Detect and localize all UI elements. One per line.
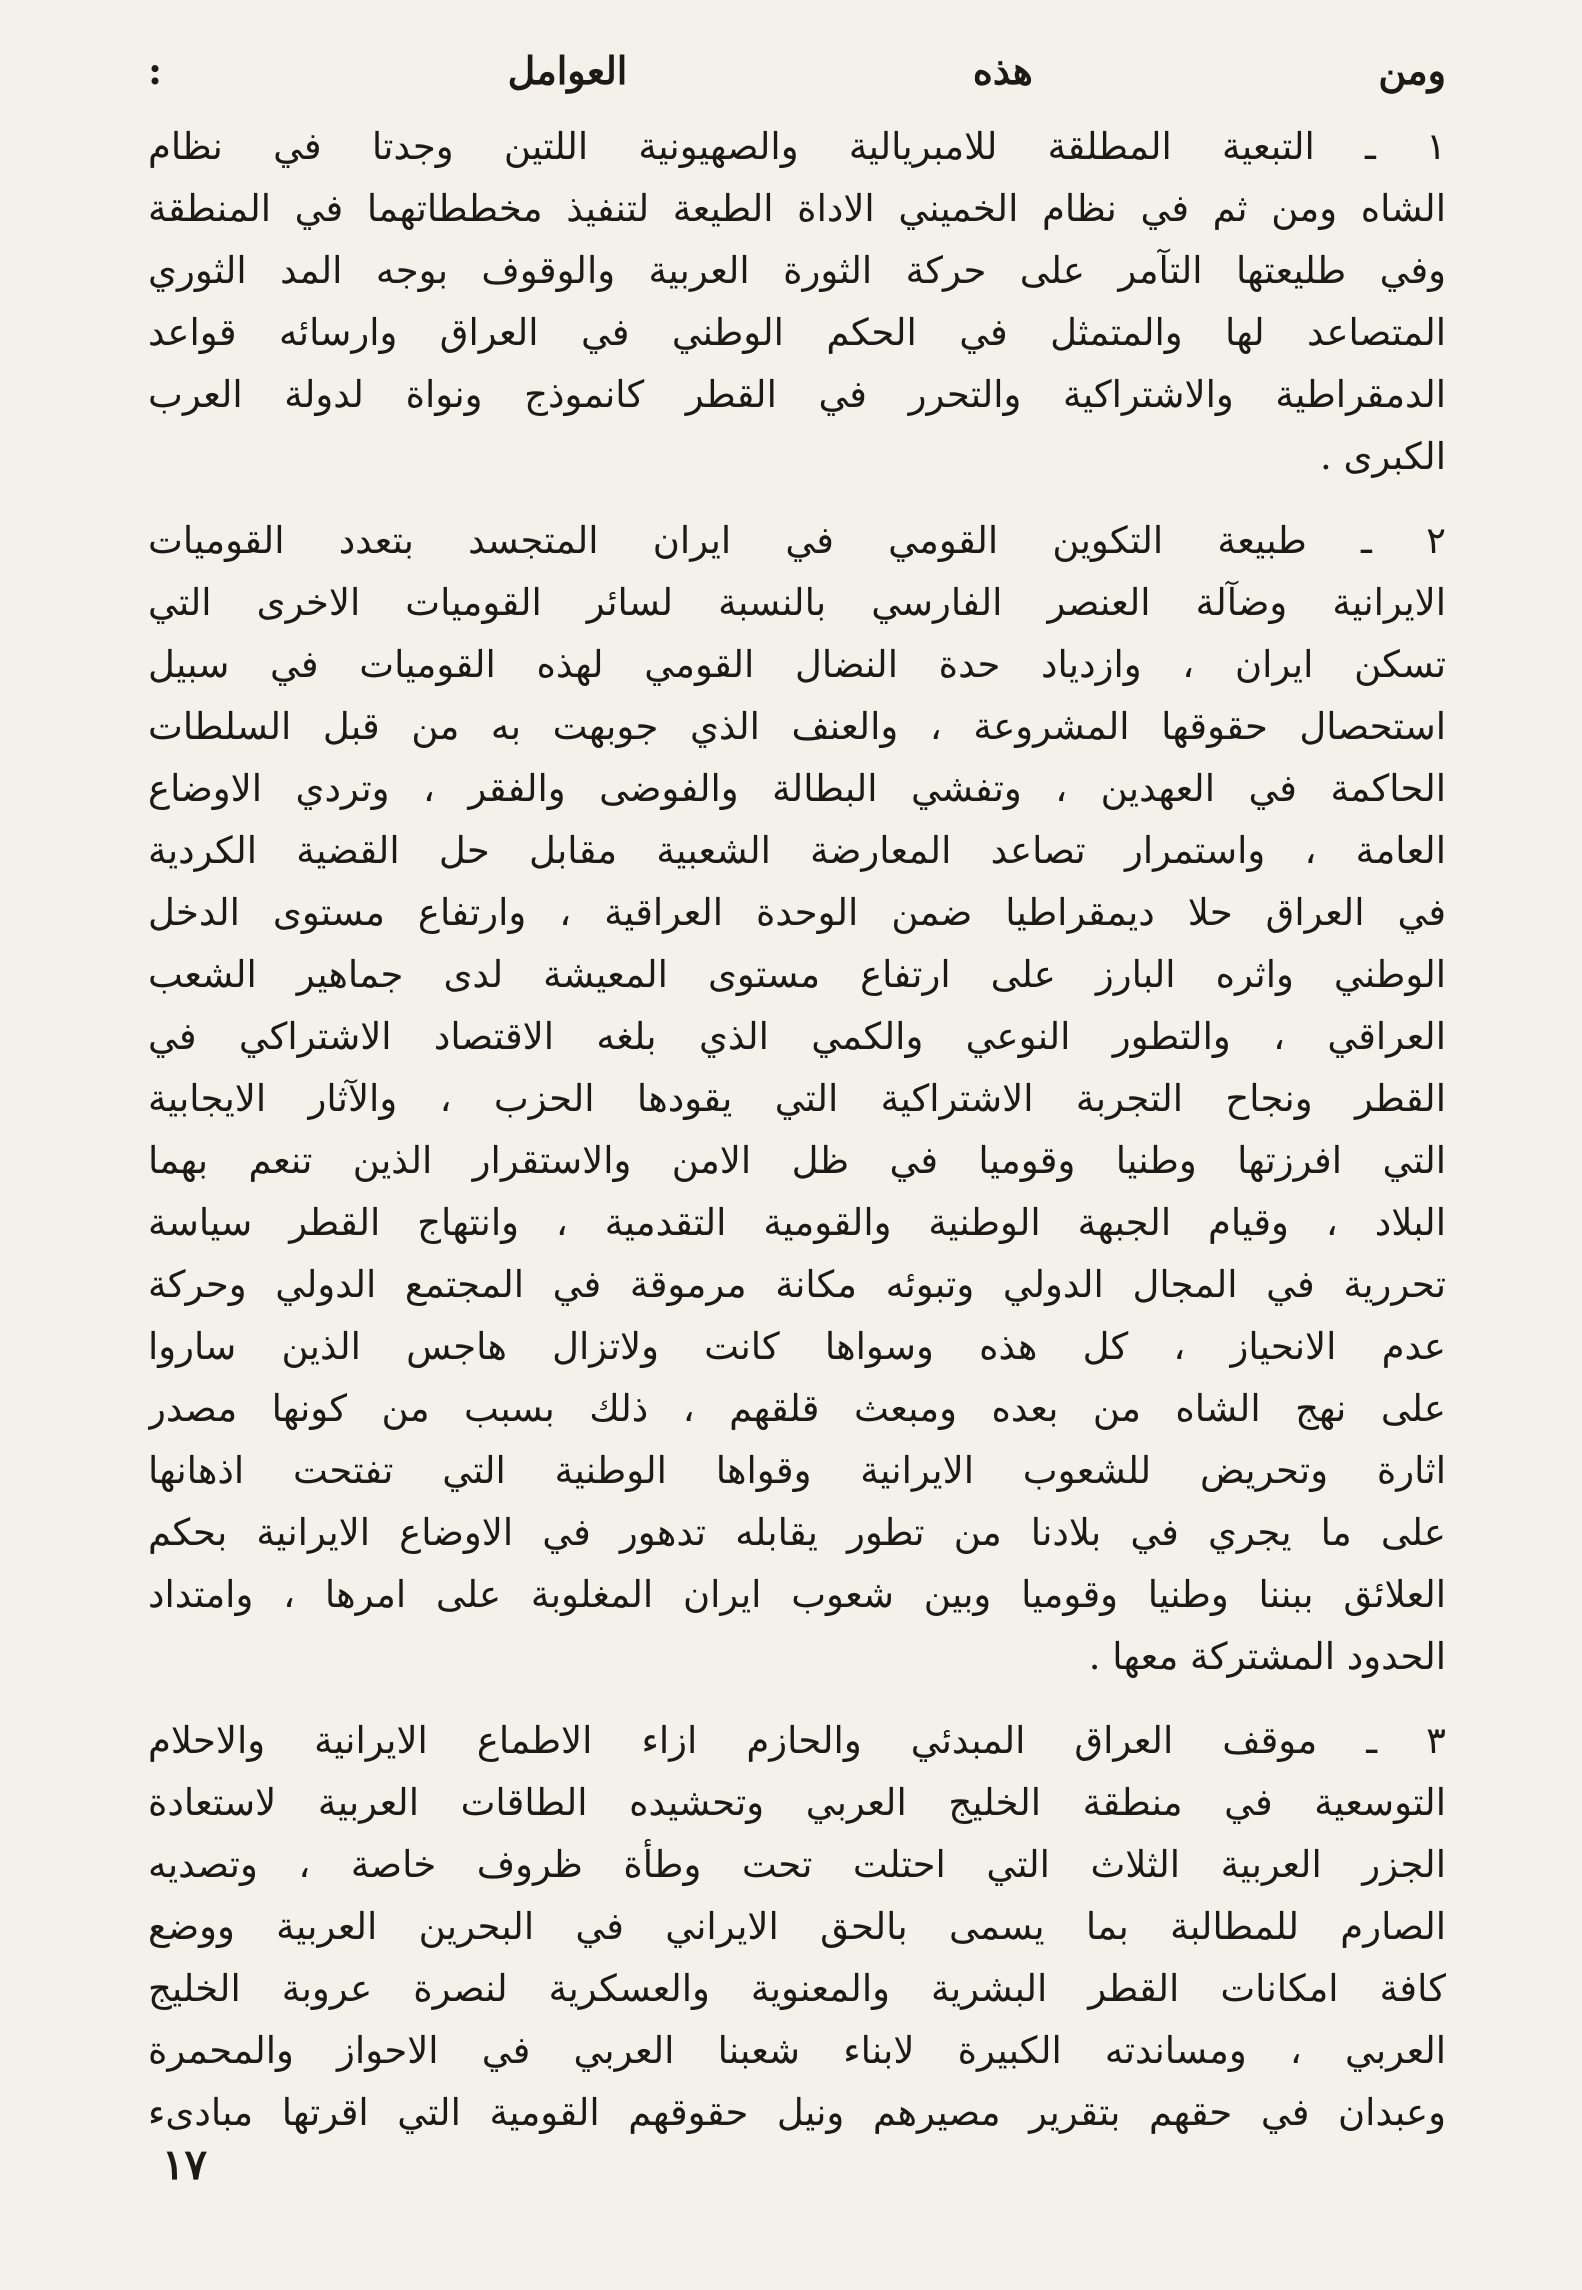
text-line: اثارة وتحريض للشعوب الايرانية وقواها الوطنية التي تفتحت اذهانها [148, 1449, 1446, 1492]
paragraph-2 [148, 510, 1446, 1688]
text-line: العلائق ببننا وطنيا وقوميا وبين شعوب ايران المغلوبة على امرها ، وامتداد [148, 1573, 1446, 1616]
text-line: البلاد ، وقيام الجبهة الوطنية والقومية التقدمية ، وانتهاج القطر سياسة [148, 1201, 1446, 1244]
text-line: كافة امكانات القطر البشرية والمعنوية والعسكرية لنصرة عروبة الخليج [148, 1967, 1446, 2010]
text-line: العربي ، ومساندته الكبيرة لابناء شعبنا العربي في الاحواز والمحمرة [148, 2029, 1446, 2072]
text-line: عدم الانحياز ، كل هذه وسواها كانت ولاتزال هاجس الذين ساروا [148, 1325, 1446, 1368]
page-number: ١٧ [162, 2140, 208, 2189]
paragraph-1 [148, 116, 1446, 488]
text-line: ١ ـ التبعية المطلقة للامبريالية والصهيونية اللتين وجدتا في نظام [148, 125, 1446, 168]
text-line: على نهج الشاه من بعده ومبعث قلقهم ، ذلك بسبب من كونها مصدر [148, 1387, 1446, 1430]
text-line: وعبدان في حقهم بتقرير مصيرهم ونيل حقوقهم القومية التي اقرتها مبادىء [148, 2091, 1446, 2134]
text-line: على ما يجري في بلادنا من تطور يقابله تدهور في الاوضاع الايرانية بحكم [148, 1511, 1446, 1554]
text-line: الوطني واثره البارز على ارتفاع مستوى المعيشة لدى جماهير الشعب [148, 953, 1446, 996]
text-line: التوسعية في منطقة الخليج العربي وتحشيده الطاقات العربية لاستعادة [148, 1781, 1446, 1824]
text-line: الدمقراطية والاشتراكية والتحرر في القطر كانموذج ونواة لدولة العرب [148, 373, 1446, 416]
text-line: العراقي ، والتطور النوعي والكمي الذي بلغه الاقتصاد الاشتراكي في [148, 1015, 1446, 1058]
text-line: الجزر العربية الثلاث التي احتلت تحت وطأة ظروف خاصة ، وتصديه [148, 1843, 1446, 1886]
text-line: التي افرزتها وطنيا وقوميا في ظل الامن والاستقرار الذين تنعم بهما [148, 1139, 1446, 1182]
text-line: تحررية في المجال الدولي وتبوئه مكانة مرموقة في المجتمع الدولي وحركة [148, 1263, 1446, 1306]
text-line: القطر ونجاح التجربة الاشتراكية التي يقودها الحزب ، والآثار الايجابية [148, 1077, 1446, 1120]
text-line: ٢ ـ طبيعة التكوين القومي في ايران المتجسد بتعدد القوميات [148, 519, 1446, 562]
page-body [148, 40, 1446, 2144]
text-line: الحاكمة في العهدين ، وتفشي البطالة والفوضى والفقر ، وتردي الاوضاع [148, 767, 1446, 810]
text-line: في العراق حلا ديمقراطيا ضمن الوحدة العراقية ، وارتفاع مستوى الدخل [148, 891, 1446, 934]
text-line: تسكن ايران ، وازدياد حدة النضال القومي لهذه القوميات في سبيل [148, 643, 1446, 686]
text-line: وفي طليعتها التآمر على حركة الثورة العربية والوقوف بوجه المد الثوري [148, 249, 1446, 292]
paragraph-3 [148, 1710, 1446, 2144]
text-line: المتصاعد لها والمتمثل في الحكم الوطني في العراق وارسائه قواعد [148, 311, 1446, 354]
text-line: الحدود المشتركة معها . [1088, 1635, 1446, 1678]
text-line: الشاه ومن ثم في نظام الخميني الاداة الطيعة لتنفيذ مخططاتهما في المنطقة [148, 187, 1446, 230]
section-heading: ومن هذه العوامل : [148, 48, 1446, 93]
text-line: العامة ، واستمرار تصاعد المعارضة الشعبية مقابل حل القضية الكردية [148, 829, 1446, 872]
text-line: الصارم للمطالبة بما يسمى بالحق الايراني في البحرين العربية ووضع [148, 1905, 1446, 1948]
text-line: استحصال حقوقها المشروعة ، والعنف الذي جوبهت به من قبل السلطات [148, 705, 1446, 748]
text-line: الكبرى . [1319, 435, 1446, 478]
text-line: ٣ ـ موقف العراق المبدئي والحازم ازاء الاطماع الايرانية والاحلام [148, 1719, 1446, 1762]
text-line: الايرانية وضآلة العنصر الفارسي بالنسبة لسائر القوميات الاخرى التي [148, 581, 1446, 624]
